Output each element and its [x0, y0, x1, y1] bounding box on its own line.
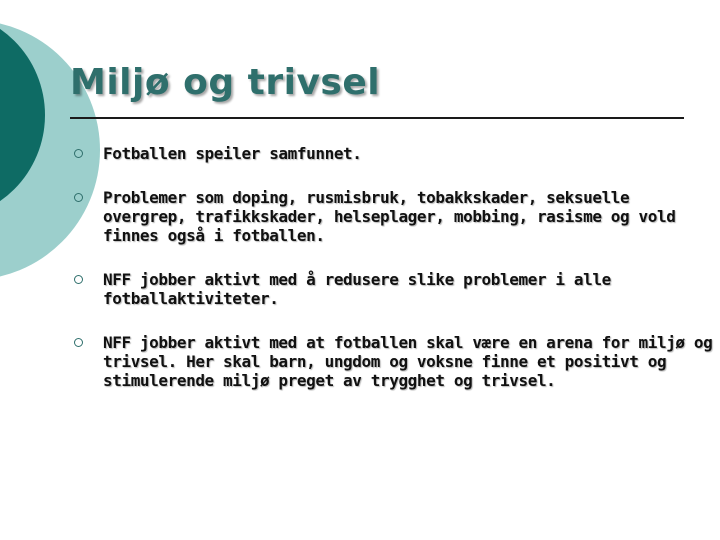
bullet-item: [74, 188, 714, 245]
bullet-text: NFF jobber aktivt med å redusere slike problemer i alle fotballaktiviteter.: [103, 270, 611, 308]
bullet-item: [74, 333, 714, 390]
circle-bullet-icon: [74, 275, 83, 284]
bullet-item: [74, 144, 714, 163]
bullet-text: NFF jobber aktivt med at fotballen skal være en arena for miljø og trivsel. Her skal barn, ungdom og voksne finne et positivt og stimulerende miljø preget av trygghet og trivsel.: [103, 333, 713, 390]
circle-bullet-icon: [74, 193, 83, 202]
bullet-item: [74, 270, 714, 308]
slide-title: Miljø og trivsel: [70, 62, 381, 103]
circle-bullet-icon: [74, 149, 83, 158]
title-underline: [70, 117, 684, 119]
bullet-text: Fotballen speiler samfunnet.: [103, 144, 362, 163]
circle-bullet-icon: [74, 338, 83, 347]
bullet-list: [74, 144, 714, 390]
bullet-text: Problemer som doping, rusmisbruk, tobakkskader, seksuelle overgrep, trafikkskader, helseplager, mobbing, rasisme og vold finnes også i fotballen.: [103, 188, 676, 245]
